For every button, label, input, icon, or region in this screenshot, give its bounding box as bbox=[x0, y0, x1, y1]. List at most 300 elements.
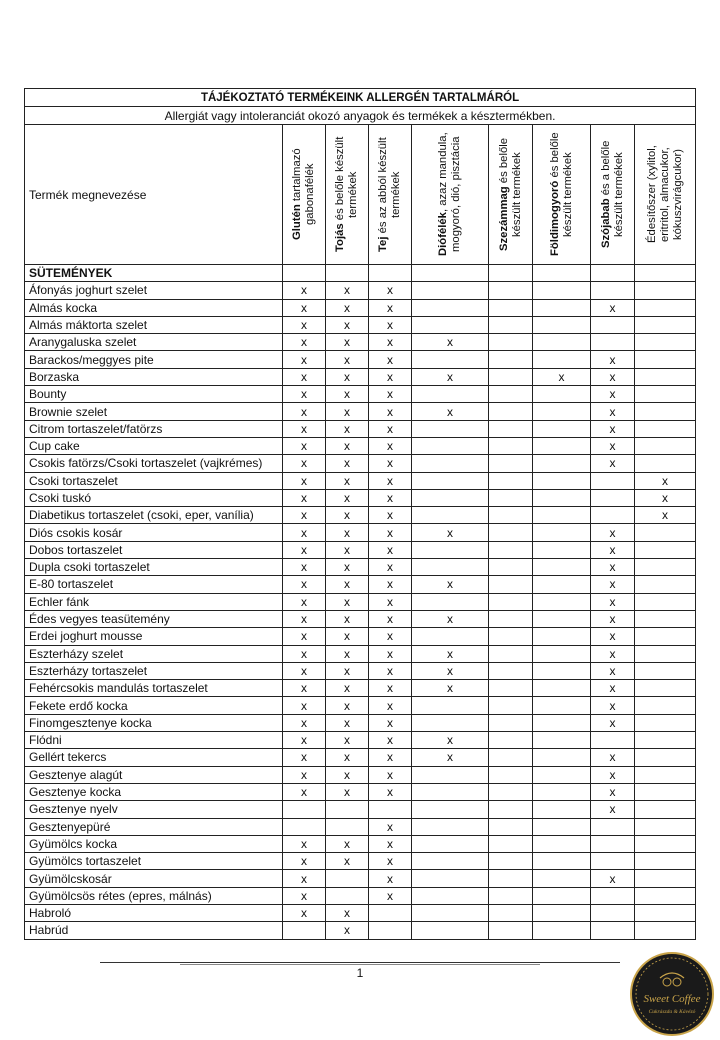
allergen-mark bbox=[533, 489, 591, 506]
table-row bbox=[25, 316, 696, 333]
allergen-mark: x bbox=[369, 887, 412, 904]
allergen-mark bbox=[635, 662, 696, 679]
allergen-mark bbox=[635, 904, 696, 921]
allergen-mark bbox=[533, 420, 591, 437]
allergen-mark: x bbox=[369, 766, 412, 783]
table-row bbox=[25, 835, 696, 852]
allergen-mark bbox=[591, 853, 635, 870]
allergen-mark bbox=[533, 507, 591, 524]
allergen-mark bbox=[412, 541, 489, 558]
allergen-mark bbox=[635, 282, 696, 299]
allergen-mark bbox=[635, 766, 696, 783]
allergen-mark bbox=[489, 610, 533, 627]
allergen-mark bbox=[489, 818, 533, 835]
table-row bbox=[25, 403, 696, 420]
allergen-mark: x bbox=[326, 334, 369, 351]
allergen-mark bbox=[412, 316, 489, 333]
allergen-mark: x bbox=[283, 420, 326, 437]
allergen-mark bbox=[591, 835, 635, 852]
allergen-mark bbox=[635, 524, 696, 541]
product-name: Borzaska bbox=[25, 368, 283, 385]
table-row bbox=[25, 420, 696, 437]
allergen-mark bbox=[533, 783, 591, 800]
allergen-mark bbox=[412, 904, 489, 921]
allergen-mark bbox=[635, 645, 696, 662]
allergen-mark: x bbox=[369, 368, 412, 385]
table-row bbox=[25, 922, 696, 939]
allergen-mark bbox=[635, 455, 696, 472]
allergen-mark bbox=[489, 351, 533, 368]
allergen-mark: x bbox=[283, 904, 326, 921]
column-header-allergen: Szójabab és a belőle készült termékek bbox=[591, 125, 635, 265]
allergen-mark bbox=[489, 507, 533, 524]
allergen-mark: x bbox=[369, 680, 412, 697]
allergen-mark: x bbox=[369, 749, 412, 766]
product-name: Gesztenye alagút bbox=[25, 766, 283, 783]
allergen-mark bbox=[635, 801, 696, 818]
table-row bbox=[25, 749, 696, 766]
allergen-mark bbox=[489, 904, 533, 921]
product-name: Gesztenyepüré bbox=[25, 818, 283, 835]
allergen-mark: x bbox=[283, 766, 326, 783]
allergen-mark: x bbox=[326, 455, 369, 472]
empty-cell bbox=[326, 265, 369, 282]
allergen-mark bbox=[412, 766, 489, 783]
product-name: Csoki tuskó bbox=[25, 489, 283, 506]
allergen-mark: x bbox=[635, 507, 696, 524]
allergen-mark bbox=[533, 403, 591, 420]
allergen-mark: x bbox=[326, 282, 369, 299]
product-name: Habrúd bbox=[25, 922, 283, 939]
allergen-mark: x bbox=[591, 541, 635, 558]
product-name: Almás kocka bbox=[25, 299, 283, 316]
table-row bbox=[25, 870, 696, 887]
allergen-mark: x bbox=[283, 783, 326, 800]
allergen-mark bbox=[326, 887, 369, 904]
allergen-mark bbox=[533, 801, 591, 818]
allergen-mark: x bbox=[412, 662, 489, 679]
allergen-mark: x bbox=[283, 403, 326, 420]
allergen-mark bbox=[533, 835, 591, 852]
allergen-mark: x bbox=[283, 853, 326, 870]
allergen-mark bbox=[489, 455, 533, 472]
allergen-mark: x bbox=[326, 403, 369, 420]
document-subtitle: Allergiát vagy intoleranciát okozó anyagok és termékek a késztermékben. bbox=[25, 107, 696, 125]
allergen-mark: x bbox=[369, 316, 412, 333]
allergen-mark: x bbox=[412, 645, 489, 662]
product-name: Brownie szelet bbox=[25, 403, 283, 420]
allergen-mark bbox=[489, 714, 533, 731]
allergen-mark bbox=[635, 714, 696, 731]
product-name: Gesztenye nyelv bbox=[25, 801, 283, 818]
allergen-mark bbox=[591, 922, 635, 939]
allergen-mark bbox=[489, 489, 533, 506]
column-header-allergen: Diófélék, azaz mandula, mogyoró, dió, pisztácia bbox=[412, 125, 489, 265]
allergen-mark: x bbox=[591, 801, 635, 818]
allergen-mark bbox=[412, 282, 489, 299]
allergen-mark: x bbox=[283, 662, 326, 679]
allergen-mark: x bbox=[283, 351, 326, 368]
allergen-mark bbox=[533, 559, 591, 576]
product-name: Gesztenye kocka bbox=[25, 783, 283, 800]
allergen-mark bbox=[533, 628, 591, 645]
allergen-mark: x bbox=[369, 524, 412, 541]
allergen-mark bbox=[533, 541, 591, 558]
allergen-mark bbox=[533, 316, 591, 333]
allergen-mark bbox=[412, 783, 489, 800]
allergen-mark: x bbox=[283, 559, 326, 576]
allergen-mark bbox=[533, 887, 591, 904]
allergen-mark bbox=[533, 732, 591, 749]
allergen-mark bbox=[591, 334, 635, 351]
allergen-mark bbox=[591, 904, 635, 921]
column-header-allergen: Tojás és belőle készült termékek bbox=[326, 125, 369, 265]
allergen-mark bbox=[635, 818, 696, 835]
allergen-mark bbox=[489, 853, 533, 870]
allergen-mark: x bbox=[283, 437, 326, 454]
allergen-mark bbox=[635, 783, 696, 800]
allergen-mark bbox=[412, 628, 489, 645]
sweet-coffee-logo bbox=[630, 952, 714, 1036]
table-row bbox=[25, 610, 696, 627]
table-row bbox=[25, 351, 696, 368]
allergen-mark bbox=[412, 593, 489, 610]
allergen-mark: x bbox=[283, 714, 326, 731]
product-name: Csokis fatörzs/Csoki tortaszelet (vajkrémes) bbox=[25, 455, 283, 472]
allergen-mark: x bbox=[369, 334, 412, 351]
allergen-mark bbox=[489, 576, 533, 593]
allergen-mark bbox=[412, 472, 489, 489]
allergen-mark: x bbox=[591, 662, 635, 679]
allergen-mark: x bbox=[283, 334, 326, 351]
allergen-mark bbox=[489, 732, 533, 749]
allergen-mark bbox=[489, 870, 533, 887]
table-row bbox=[25, 455, 696, 472]
allergen-mark bbox=[635, 853, 696, 870]
allergen-mark bbox=[533, 662, 591, 679]
allergen-mark bbox=[412, 922, 489, 939]
allergen-mark: x bbox=[369, 420, 412, 437]
allergen-mark: x bbox=[283, 887, 326, 904]
allergen-mark bbox=[635, 403, 696, 420]
allergen-mark bbox=[591, 472, 635, 489]
allergen-mark: x bbox=[369, 351, 412, 368]
column-header-product-name: Termék megnevezése bbox=[25, 125, 283, 265]
page-number: 1 bbox=[356, 966, 364, 980]
allergen-mark: x bbox=[591, 403, 635, 420]
product-name: Citrom tortaszelet/fatörzs bbox=[25, 420, 283, 437]
allergen-mark bbox=[533, 455, 591, 472]
allergen-mark: x bbox=[369, 783, 412, 800]
allergen-mark bbox=[489, 662, 533, 679]
allergen-mark bbox=[635, 420, 696, 437]
column-header-allergen: Földimogyoró és belőle készült termékek bbox=[533, 125, 591, 265]
allergen-mark: x bbox=[326, 576, 369, 593]
allergen-mark bbox=[412, 835, 489, 852]
allergen-mark: x bbox=[326, 732, 369, 749]
allergen-mark bbox=[489, 645, 533, 662]
allergen-mark: x bbox=[326, 853, 369, 870]
allergen-mark: x bbox=[369, 507, 412, 524]
allergen-mark bbox=[635, 368, 696, 385]
allergen-mark bbox=[591, 507, 635, 524]
product-name: E-80 tortaszelet bbox=[25, 576, 283, 593]
allergen-mark: x bbox=[283, 472, 326, 489]
allergen-mark: x bbox=[283, 576, 326, 593]
allergen-mark: x bbox=[326, 697, 369, 714]
allergen-mark: x bbox=[326, 368, 369, 385]
allergen-mark: x bbox=[369, 697, 412, 714]
allergen-mark: x bbox=[283, 541, 326, 558]
allergen-mark: x bbox=[591, 351, 635, 368]
allergen-mark bbox=[412, 386, 489, 403]
allergen-mark: x bbox=[326, 749, 369, 766]
allergen-mark bbox=[635, 887, 696, 904]
allergen-mark bbox=[635, 334, 696, 351]
table-row bbox=[25, 628, 696, 645]
allergen-mark bbox=[533, 870, 591, 887]
table-row bbox=[25, 299, 696, 316]
table-row bbox=[25, 680, 696, 697]
allergen-mark: x bbox=[283, 610, 326, 627]
allergen-mark bbox=[533, 645, 591, 662]
allergen-mark bbox=[635, 870, 696, 887]
column-header-allergen: Édesítőszer (xylitol, eritritol, almacukor, kókuszvirágcukor) bbox=[635, 125, 696, 265]
allergen-mark: x bbox=[591, 749, 635, 766]
allergen-mark: x bbox=[326, 766, 369, 783]
allergen-mark bbox=[489, 541, 533, 558]
allergen-mark: x bbox=[369, 386, 412, 403]
product-name: Gyümölcskosár bbox=[25, 870, 283, 887]
allergen-mark bbox=[635, 386, 696, 403]
allergen-mark: x bbox=[591, 870, 635, 887]
allergen-mark bbox=[533, 610, 591, 627]
product-name: Flódni bbox=[25, 732, 283, 749]
allergen-mark: x bbox=[326, 524, 369, 541]
allergen-mark bbox=[326, 818, 369, 835]
allergen-mark: x bbox=[369, 853, 412, 870]
table-row bbox=[25, 818, 696, 835]
allergen-mark bbox=[283, 818, 326, 835]
allergen-mark bbox=[635, 316, 696, 333]
allergen-mark bbox=[533, 282, 591, 299]
table-row bbox=[25, 732, 696, 749]
allergen-mark: x bbox=[591, 299, 635, 316]
product-name: Dupla csoki tortaszelet bbox=[25, 559, 283, 576]
allergen-mark: x bbox=[283, 697, 326, 714]
allergen-mark bbox=[489, 559, 533, 576]
allergen-mark: x bbox=[283, 386, 326, 403]
table-row bbox=[25, 472, 696, 489]
product-name: Édes vegyes teasütemény bbox=[25, 610, 283, 627]
allergen-mark: x bbox=[326, 351, 369, 368]
allergen-mark: x bbox=[533, 368, 591, 385]
allergen-mark bbox=[489, 922, 533, 939]
allergen-mark bbox=[412, 559, 489, 576]
table-row bbox=[25, 783, 696, 800]
allergen-mark: x bbox=[635, 472, 696, 489]
table-row bbox=[25, 853, 696, 870]
empty-cell bbox=[489, 265, 533, 282]
empty-cell bbox=[533, 265, 591, 282]
allergen-mark bbox=[635, 593, 696, 610]
allergen-mark bbox=[489, 299, 533, 316]
allergen-mark bbox=[489, 749, 533, 766]
allergen-mark: x bbox=[326, 472, 369, 489]
allergen-mark bbox=[489, 835, 533, 852]
allergen-mark: x bbox=[283, 870, 326, 887]
product-name: Gyümölcs tortaszelet bbox=[25, 853, 283, 870]
allergen-mark bbox=[533, 922, 591, 939]
section-heading: SÜTEMÉNYEK bbox=[25, 265, 283, 282]
allergen-mark: x bbox=[283, 680, 326, 697]
allergen-mark: x bbox=[326, 316, 369, 333]
allergen-mark bbox=[533, 853, 591, 870]
allergen-mark: x bbox=[283, 628, 326, 645]
allergen-mark bbox=[533, 524, 591, 541]
allergen-mark bbox=[635, 576, 696, 593]
allergen-mark bbox=[635, 749, 696, 766]
allergen-mark bbox=[412, 455, 489, 472]
allergen-mark: x bbox=[591, 524, 635, 541]
allergen-mark bbox=[489, 334, 533, 351]
allergen-mark: x bbox=[369, 455, 412, 472]
allergen-mark: x bbox=[369, 472, 412, 489]
allergen-mark: x bbox=[591, 628, 635, 645]
allergen-mark: x bbox=[412, 576, 489, 593]
product-name: Gyümölcsös rétes (epres, málnás) bbox=[25, 887, 283, 904]
allergen-mark: x bbox=[591, 645, 635, 662]
allergen-mark bbox=[635, 437, 696, 454]
allergen-mark: x bbox=[412, 610, 489, 627]
allergen-mark: x bbox=[591, 368, 635, 385]
table-row bbox=[25, 541, 696, 558]
allergen-mark bbox=[489, 437, 533, 454]
table-row bbox=[25, 559, 696, 576]
allergen-mark bbox=[635, 680, 696, 697]
allergen-mark: x bbox=[369, 628, 412, 645]
allergen-mark: x bbox=[369, 282, 412, 299]
allergen-mark bbox=[412, 818, 489, 835]
table-row bbox=[25, 368, 696, 385]
allergen-mark: x bbox=[591, 783, 635, 800]
allergen-mark bbox=[533, 904, 591, 921]
product-name: Fehércsokis mandulás tortaszelet bbox=[25, 680, 283, 697]
allergen-mark: x bbox=[283, 645, 326, 662]
product-name: Gellért tekercs bbox=[25, 749, 283, 766]
allergen-mark: x bbox=[591, 766, 635, 783]
product-name: Eszterházy szelet bbox=[25, 645, 283, 662]
allergen-mark bbox=[489, 368, 533, 385]
allergen-mark: x bbox=[283, 507, 326, 524]
table-row bbox=[25, 524, 696, 541]
empty-cell bbox=[412, 265, 489, 282]
allergen-mark bbox=[533, 680, 591, 697]
empty-cell bbox=[283, 265, 326, 282]
allergen-mark bbox=[489, 783, 533, 800]
empty-cell bbox=[591, 265, 635, 282]
product-name: Csoki tortaszelet bbox=[25, 472, 283, 489]
allergen-mark bbox=[533, 818, 591, 835]
allergen-mark: x bbox=[326, 922, 369, 939]
allergen-mark bbox=[489, 472, 533, 489]
product-name: Erdei joghurt mousse bbox=[25, 628, 283, 645]
allergen-mark bbox=[533, 386, 591, 403]
allergen-mark bbox=[412, 299, 489, 316]
allergen-mark bbox=[591, 732, 635, 749]
allergen-mark bbox=[635, 628, 696, 645]
table-row bbox=[25, 334, 696, 351]
allergen-mark: x bbox=[369, 559, 412, 576]
product-name: Diós csokis kosár bbox=[25, 524, 283, 541]
allergen-mark: x bbox=[326, 386, 369, 403]
product-name: Almás máktorta szelet bbox=[25, 316, 283, 333]
allergen-mark: x bbox=[369, 437, 412, 454]
footer-rule-secondary bbox=[180, 964, 540, 965]
allergen-mark: x bbox=[412, 334, 489, 351]
allergen-mark: x bbox=[283, 749, 326, 766]
allergen-mark bbox=[635, 922, 696, 939]
allergen-mark: x bbox=[326, 628, 369, 645]
allergen-mark bbox=[489, 697, 533, 714]
product-name: Barackos/meggyes pite bbox=[25, 351, 283, 368]
allergen-mark: x bbox=[283, 299, 326, 316]
allergen-mark bbox=[489, 403, 533, 420]
allergen-mark bbox=[283, 922, 326, 939]
allergen-mark bbox=[412, 507, 489, 524]
allergen-mark: x bbox=[326, 559, 369, 576]
allergen-mark: x bbox=[283, 524, 326, 541]
allergen-mark bbox=[326, 870, 369, 887]
allergen-mark bbox=[591, 489, 635, 506]
table-row bbox=[25, 714, 696, 731]
allergen-mark bbox=[635, 559, 696, 576]
allergen-mark bbox=[489, 386, 533, 403]
column-header-allergen: Tej és az abból készült termékek bbox=[369, 125, 412, 265]
allergen-mark: x bbox=[369, 645, 412, 662]
allergen-mark: x bbox=[326, 507, 369, 524]
table-row bbox=[25, 437, 696, 454]
allergen-mark: x bbox=[591, 455, 635, 472]
product-name: Finomgesztenye kocka bbox=[25, 714, 283, 731]
allergen-mark: x bbox=[591, 559, 635, 576]
allergen-mark: x bbox=[326, 662, 369, 679]
table-row bbox=[25, 576, 696, 593]
allergen-mark bbox=[489, 628, 533, 645]
logo-tagline: Cukrászda & Kávézó bbox=[648, 1009, 696, 1015]
allergen-mark: x bbox=[369, 714, 412, 731]
allergen-mark bbox=[412, 853, 489, 870]
allergen-mark bbox=[369, 801, 412, 818]
allergen-mark: x bbox=[369, 593, 412, 610]
allergen-mark: x bbox=[591, 680, 635, 697]
table-row bbox=[25, 507, 696, 524]
product-name: Echler fánk bbox=[25, 593, 283, 610]
allergen-mark: x bbox=[369, 870, 412, 887]
allergen-mark: x bbox=[412, 403, 489, 420]
allergen-mark bbox=[412, 437, 489, 454]
allergen-mark bbox=[283, 801, 326, 818]
allergen-mark bbox=[412, 420, 489, 437]
document-title: TÁJÉKOZTATÓ TERMÉKEINK ALLERGÉN TARTALMÁRÓL bbox=[25, 89, 696, 107]
allergen-mark: x bbox=[326, 680, 369, 697]
allergen-mark: x bbox=[591, 386, 635, 403]
allergen-mark: x bbox=[591, 420, 635, 437]
allergen-mark bbox=[489, 524, 533, 541]
allergen-mark bbox=[369, 922, 412, 939]
allergen-mark: x bbox=[326, 783, 369, 800]
table-row bbox=[25, 282, 696, 299]
